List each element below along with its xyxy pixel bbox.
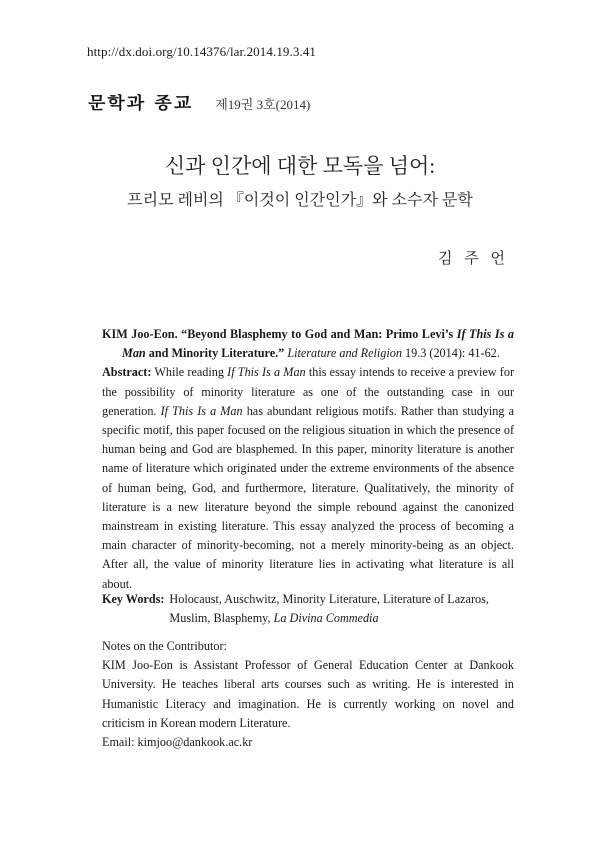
citation-details: 19.3 (2014): 41-62. (401, 346, 500, 361)
email-label: Email: (102, 735, 135, 750)
abstract-text (102, 363, 514, 593)
abstract-italic-title-1: If This Is a Man (227, 365, 306, 380)
citation (102, 325, 514, 363)
abstract-section (102, 325, 514, 594)
abstract-part1: While reading (151, 365, 228, 380)
doi-link[interactable]: http://dx.doi.org/10.14376/lar.2014.19.3.41 (87, 44, 317, 59)
citation-journal: Literature and Religion (287, 346, 402, 361)
citation-part2: and Minority Literature.” (145, 346, 288, 361)
author-name: 김 주 언 (438, 251, 509, 267)
abstract-part3: has abundant religious motifs. Rather than studying a specific motif, this paper focused on the religious situation in which the presence of human being and God are blasphemed. In this paper, minority literature is another name of literature which originated under the extreme environments of the absence of human being, God, and furthermore, literature. Qualitatively, the minority of literature is a new literature beyond the simple rebound against the canonized mainstream in existing literature. This essay analyzed the process of becoming a main character of minority-becoming, not a merely minority-being as an object. After all, the value of minority literature lies in activating what literature is all about. (102, 403, 514, 591)
email-address[interactable]: kimjoo@dankook.ac.kr (137, 735, 253, 750)
contributor-notes (102, 637, 514, 752)
notes-body: KIM Joo-Eon is Assistant Professor of General Education Center at Dankook University. He teaches liberal arts courses such as writing. He is interested in Humanistic Literacy and imagination. He is currently working on novel and criticism in Korean modern Literature. (102, 658, 514, 730)
abstract-label: Abstract: (102, 365, 152, 380)
keywords-italic: La Divina Commedia (273, 611, 379, 626)
keywords-section (102, 590, 514, 628)
keywords-text: Holocaust, Auschwitz, Minority Literature, Literature of Lazaros, Muslim, Blasphemy, (169, 592, 489, 626)
keywords-list (169, 590, 514, 628)
abstract-part2: this essay intends to receive a preview for the possibility of minority literature as one of the outstanding case in our generation. (102, 365, 514, 418)
journal-logo: 문학과 종교 (88, 93, 194, 114)
paper-title: 신과 인간에 대한 모독을 넘어: (164, 154, 436, 178)
citation-book-title: If This Is a Man (122, 327, 514, 361)
paper-subtitle: 프리모 레비의 『이것이 인간인가』와 소수자 문학 (127, 192, 473, 209)
citation-part1: KIM Joo-Eon. “Beyond Blasphemy to God and Man: Primo Levi’s (102, 327, 457, 341)
abstract-italic-title-2: If This Is a Man (160, 403, 243, 418)
notes-email (102, 733, 514, 752)
keywords-label: Key Words: (102, 592, 165, 606)
journal-masthead (88, 89, 310, 115)
journal-volume: 제19권 3호(2014) (215, 97, 311, 112)
notes-heading: Notes on the Contributor: (102, 639, 227, 653)
